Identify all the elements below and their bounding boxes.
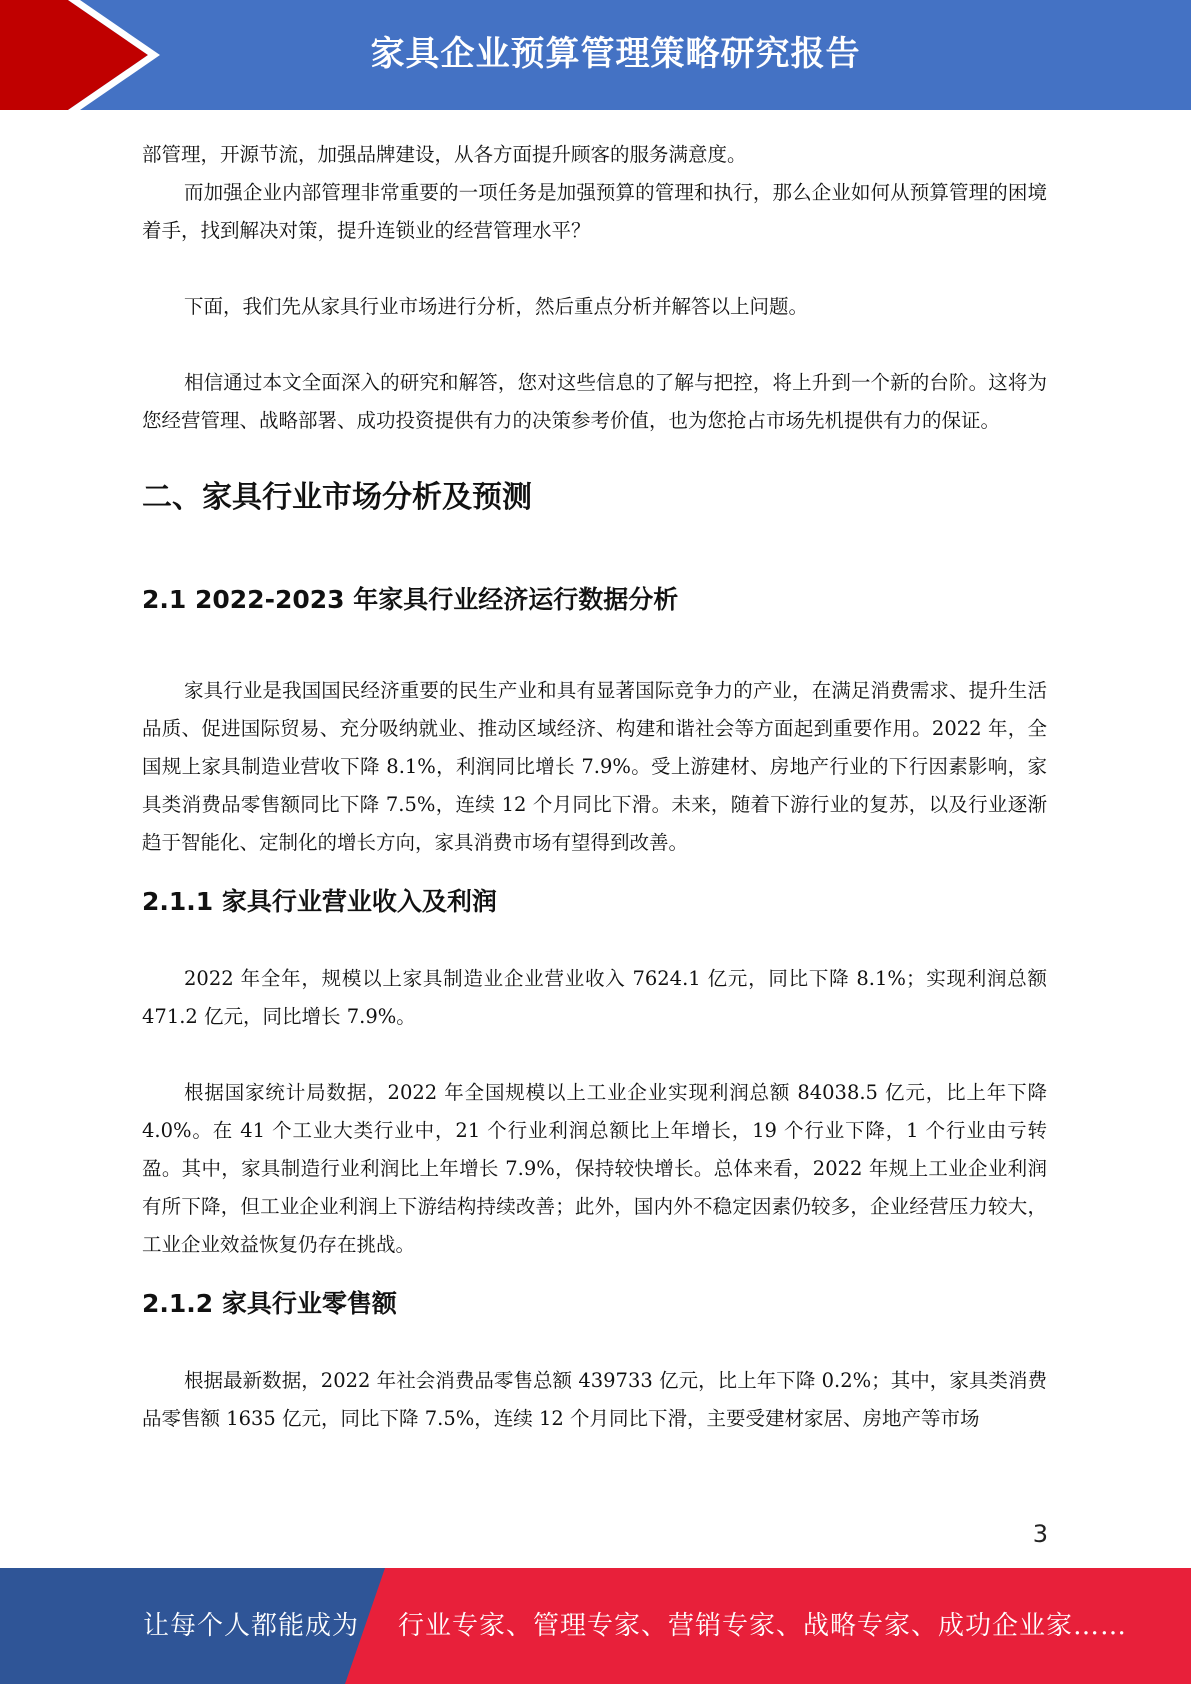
paragraph-3: 下面，我们先从家具行业市场进行分析，然后重点分析并解答以上问题。	[184, 295, 809, 318]
paragraph-7: 根据国家统计局数据，2022 年全国规模以上工业企业实现利润总额 84038.5 亿元，比上年下降 4.0%。在 41 个工业大类行业中，21 个行业利润总额比上年增长，19 个行业下降，1 个行业由亏转盈。其中，家具制造行业利润比上年增长 7.9%，保持较快增长。总体来看，2022 年规上工业企业利润有所下降，但工业企业利润上下游结构持续改善；此外，国内外不稳定因素仍较多，企业经营压力较大，工业企业效益恢复仍存在挑战。	[142, 1081, 1048, 1256]
page-number: 3	[1032, 1520, 1048, 1548]
page-header	[0, 0, 1191, 110]
footer-slogan-right: 行业专家、管理专家、营销专家、战略专家、成功企业家……	[398, 1611, 1128, 1641]
paragraph-6: 2022 年全年，规模以上家具制造业企业营业收入 7624.1 亿元，同比下降 8.1%；实现利润总额 471.2 亿元，同比增长 7.9%。	[142, 967, 1047, 1028]
paragraph-8: 根据最新数据，2022 年社会消费品零售总额 439733 亿元，比上年下降 0.2%；其中，家具类消费品零售额 1635 亿元，同比下降 7.5%，连续 12 个月同比下滑，主要受建材家居、房地产等市场	[142, 1369, 1047, 1430]
paragraph-5: 家具行业是我国国民经济重要的民生产业和具有显著国际竞争力的产业，在满足消费需求、提升生活品质、促进国际贸易、充分吸纳就业、推动区域经济、构建和谐社会等方面起到重要作用。2022 年，全国规上家具制造业营收下降 8.1%，利润同比增长 7.9%。受上游建材、房地产行业的下行因素影响，家具类消费品零售额同比下降 7.5%，连续 12 个月同比下滑。未来，随着下游行业的复苏，以及行业逐渐趋于智能化、定制化的增长方向，家具消费市场有望得到改善。	[142, 679, 1047, 854]
section-heading-2: 二、家具行业市场分析及预测	[142, 480, 532, 515]
footer-slogan-left: 让每个人都能成为	[143, 1611, 360, 1641]
paragraph-4: 相信通过本文全面深入的研究和解答，您对这些信息的了解与把控，将上升到一个新的台阶。这将为您经营管理、战略部署、成功投资提供有力的决策参考价值，也为您抢占市场先机提供有力的保证。	[142, 371, 1047, 432]
paragraph-2: 而加强企业内部管理非常重要的一项任务是加强预算的管理和执行，那么企业如何从预算管理的困境着手，找到解决对策，提升连锁业的经营管理水平？	[142, 181, 1047, 242]
header-arrow-decoration	[0, 0, 160, 110]
subsection-heading-2-1: 2.1 2022-2023 年家具行业经济运行数据分析	[142, 585, 679, 614]
paragraph-1: 部管理，开源节流，加强品牌建设，从各方面提升顾客的服务满意度。	[142, 143, 747, 166]
subsection-heading-2-1-2: 2.1.2 家具行业零售额	[142, 1289, 397, 1318]
subsection-heading-2-1-1: 2.1.1 家具行业营业收入及利润	[142, 887, 497, 916]
report-title: 家具企业预算管理策略研究报告	[370, 34, 861, 74]
document-body	[142, 136, 1047, 1438]
page-footer	[0, 1568, 1191, 1684]
